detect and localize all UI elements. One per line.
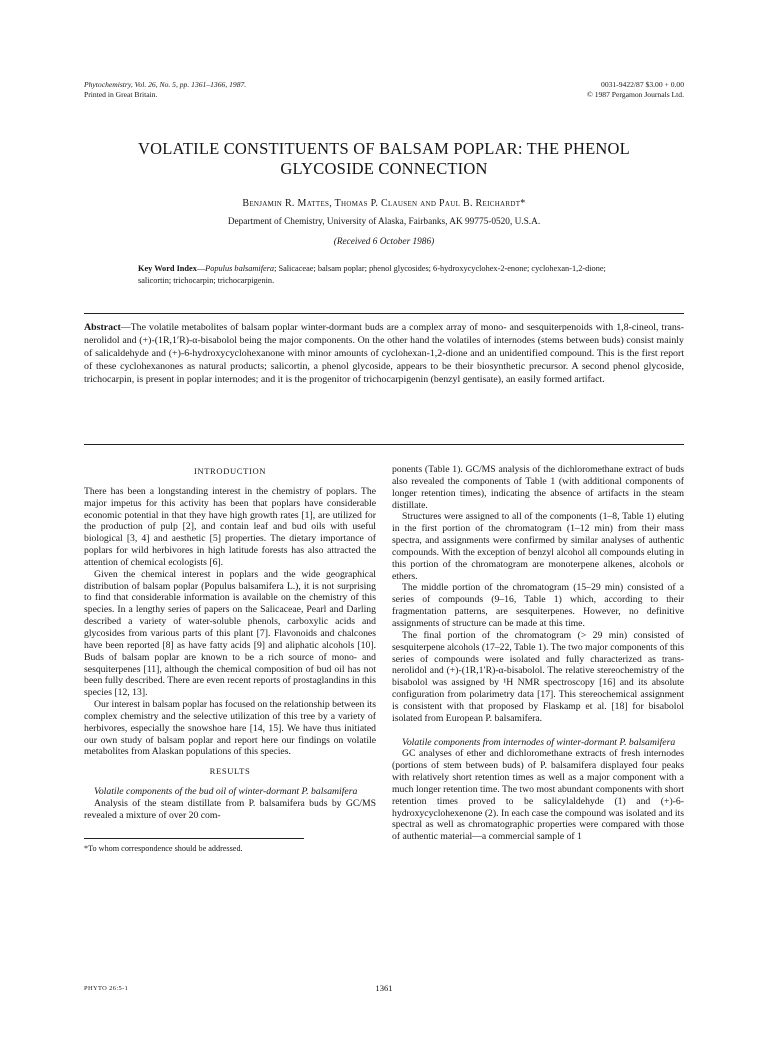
abstract-top-rule xyxy=(84,313,684,314)
results-subheading-2: Volatile components from internodes of winter-dormant P. balsamifera xyxy=(402,736,676,748)
results-heading: RESULTS xyxy=(209,766,251,777)
abstract: Abstract—The volatile metabolites of balsam poplar winter-dormant buds are a complex array of mono- and sesquiterpenoids with 1,8-cineol, trans-nerolidol and (+)-(1R,1′R)-α-bisabolol being the major components. On the other hand the volatiles of internodes (stems between buds) consist mainly of salicaldehyde and (+)-6-hydroxycyclohexanone with minor amounts of cyclohexan-1,2-dione and an unidentified compound. This is the first report of these cyclohexanones as natural products; salicortin, a phenol glycoside, appears to be their biosynthetic precursor. A second phenol glycoside, trichocarpin, is present in poplar internodes; and it is the progenitor of trichocarpigenin (benzyl gentisate), an easily formed artifact. xyxy=(84,322,684,385)
affiliation: Department of Chemistry, University of Alaska, Fairbanks, AK 99775-0520, U.S.A. xyxy=(227,217,541,227)
footnote: *To whom correspondence should be addressed. xyxy=(84,843,243,853)
results-paragraph-5: The final portion of the chromatogram (> 29 min) consisted of sesquiterpene alcohols (17–22, Table 1). The two major components of this series of compounds were isolated and fully characterized as trans-nerolidol and (+)-(1R,1′R)-α-bisabolol. The relative stereochemistry of the bisabolol was assigned by ¹H NMR spectroscopy [16] and its absolute configuration from polarimetry data [17]. This stereochemical assignment is consistent with that proposed by Flaskamp et al. [18] for bisabolol isolated from European P. balsamifera. xyxy=(392,629,684,724)
paper-title xyxy=(84,139,684,179)
introduction-heading: INTRODUCTION xyxy=(193,466,267,476)
key-word-terms: ; Salicaceae; balsam poplar; phenol glycosides; 6-hydroxycyclohex-2-enone; cyclohexan-1,2-dione; salicortin; trichocarpin; trichocarpigenin. xyxy=(138,264,606,285)
results-paragraph-3: Structures were assigned to all of the components (1–8, Table 1) eluting in the first portion of the chromatogram (1–12 min) from their mass spectra, and assignments were confirmed by similar analyses of authentic compounds. With the exception of benzyl alcohol all compounds eluting in this portion of the chromatogram are monoterpene alkenes, alcohols or ethers. xyxy=(392,511,684,582)
title-line-1: VOLATILE CONSTITUENTS OF BALSAM POPLAR: THE PHENOL xyxy=(138,139,630,158)
results-paragraph-4: The middle portion of the chromatogram (15–29 min) consisted of a series of compounds (9–16, Table 1) which, according to their fragmentation patterns, are sesquiterpenes. However, no definitive assignments of structure can be made at this time. xyxy=(392,582,684,629)
key-word-label: Key Word Index xyxy=(138,264,197,273)
abstract-label: Abstract xyxy=(84,322,121,333)
journal-citation xyxy=(84,80,246,100)
intro-paragraph-3: Our interest in balsam poplar has focused on the relationship between its complex chemistry and the selective utilization of this tree by a variety of herbivores, especially the snowshoe hare [14, 15]. We have thus initiated our own study of balsam poplar and report here our findings on volatile metabolites from Alaskan populations of this species. xyxy=(84,699,376,758)
results-paragraph-6: GC analyses of ether and dichloromethane extracts of fresh internodes (portions of stem between buds) of P. balsamifera displayed four peaks with relatively short retention times as well as a major component with a much longer retention time. The two most abundant components with short retention times proved to be salicylaldehyde (1) and (+)-6-hydroxycyclohexenone (2). In each case the compound was isolated and its spectral as well as chromatographic properties were compared with those of authentic material—a commercial sample of 1 xyxy=(392,748,684,843)
key-word-index: Key Word Index—Populus balsamifera; Salicaceae; balsam poplar; phenol glycosides; 6-hydroxycyclohex-2-enone; cyclohexan-1,2-dione; salicortin; trichocarpin; trichocarpigenin. xyxy=(138,264,606,285)
abstract-bottom-rule xyxy=(84,444,684,445)
results-paragraph-2: ponents (Table 1). GC/MS analysis of the dichloromethane extract of buds also revealed the components of Table 1 (with additional components of longer retention times), indicating the absence of artifacts in the steam distillate. xyxy=(392,464,684,511)
copyright: © 1987 Pergamon Journals Ltd. xyxy=(587,90,684,99)
authors: Benjamin R. Mattes, Thomas P. Clausen and Paul B. Reichardt* xyxy=(242,198,526,209)
intro-paragraph-1: There has been a longstanding interest in the chemistry of poplars. The major impetus for this activity has been that poplars have considerable economic potential in that they have high growth rates [1], are utilized for the production of pulp [2], and contain leaf and bud oils with useful biological [3, 4] and aesthetic [5] properties. The dietary importance of poplars for wild herbivores in high latitude forests has also attracted the attention of chemical ecologists [6]. xyxy=(84,485,376,568)
results-paragraph-1: Analysis of the steam distillate from P. balsamifera buds by GC/MS revealed a mixture of over 20 com- xyxy=(84,797,376,821)
page-number: 1361 xyxy=(375,983,393,993)
publisher-info xyxy=(587,80,684,100)
key-word-species: Populus balsamifera xyxy=(205,264,275,273)
title-line-2: GLYCOSIDE CONNECTION xyxy=(280,159,488,178)
journal-line: Phytochemistry, Vol. 26, No. 5, pp. 1361–1366, 1987. xyxy=(84,80,247,89)
received-date: (Received 6 October 1986) xyxy=(333,237,435,247)
left-column xyxy=(84,464,376,854)
abstract-text: The volatile metabolites of balsam poplar winter-dormant buds are a complex array of mono- and sesquiterpenoids with 1,8-cineol, trans-nerolidol and (+)-(1R,1′R)-α-bisabolol being the major components. On the other hand the volatiles of internodes (stems between buds) consist mainly of salicaldehyde and (+)-6-hydroxycyclohexanone with minor amounts of cyclohexan-1,2-dione and an unidentified compound. This is the first report of these cyclohexanones as natural products; salicortin, a phenol glycoside, appears to be their biosynthetic precursor. A second phenol glycoside, trichocarpin, is present in poplar internodes; and it is the progenitor of trichocarpigenin (benzyl gentisate), an easily formed artifact. xyxy=(84,322,684,385)
price-code: 0031-9422/87 $3.00 + 0.00 xyxy=(601,80,684,89)
footnote-rule xyxy=(84,838,304,839)
printed-in: Printed in Great Britain. xyxy=(84,90,158,99)
right-column xyxy=(392,464,684,843)
results-subheading-1: Volatile components of the bud oil of winter-dormant P. balsamifera xyxy=(94,786,358,798)
footer-code: PHYTO 26:5-1 xyxy=(84,985,129,992)
intro-paragraph-2: Given the chemical interest in poplars and the wide geographical distribution of balsam poplar (Populus balsamifera L.), it is not surprising to find that considerable information is available on the chemistry of this species. In a lengthy series of papers on the Salicaceae, Pearl and Darling described a variety of water-soluble phenols, carboxylic acids and glycosides from various parts of this plant [7]. Flavonoids and chalcones have been reported [8] as have fatty acids [9] and aliphatic alcohols [10]. Buds of balsam poplar are known to be a rich source of mono- and sesquiterpenes [11], although the chemical composition of bud oil has not been fully described. There are even recent reports of prostaglandins in this species [12, 13]. xyxy=(84,568,376,699)
